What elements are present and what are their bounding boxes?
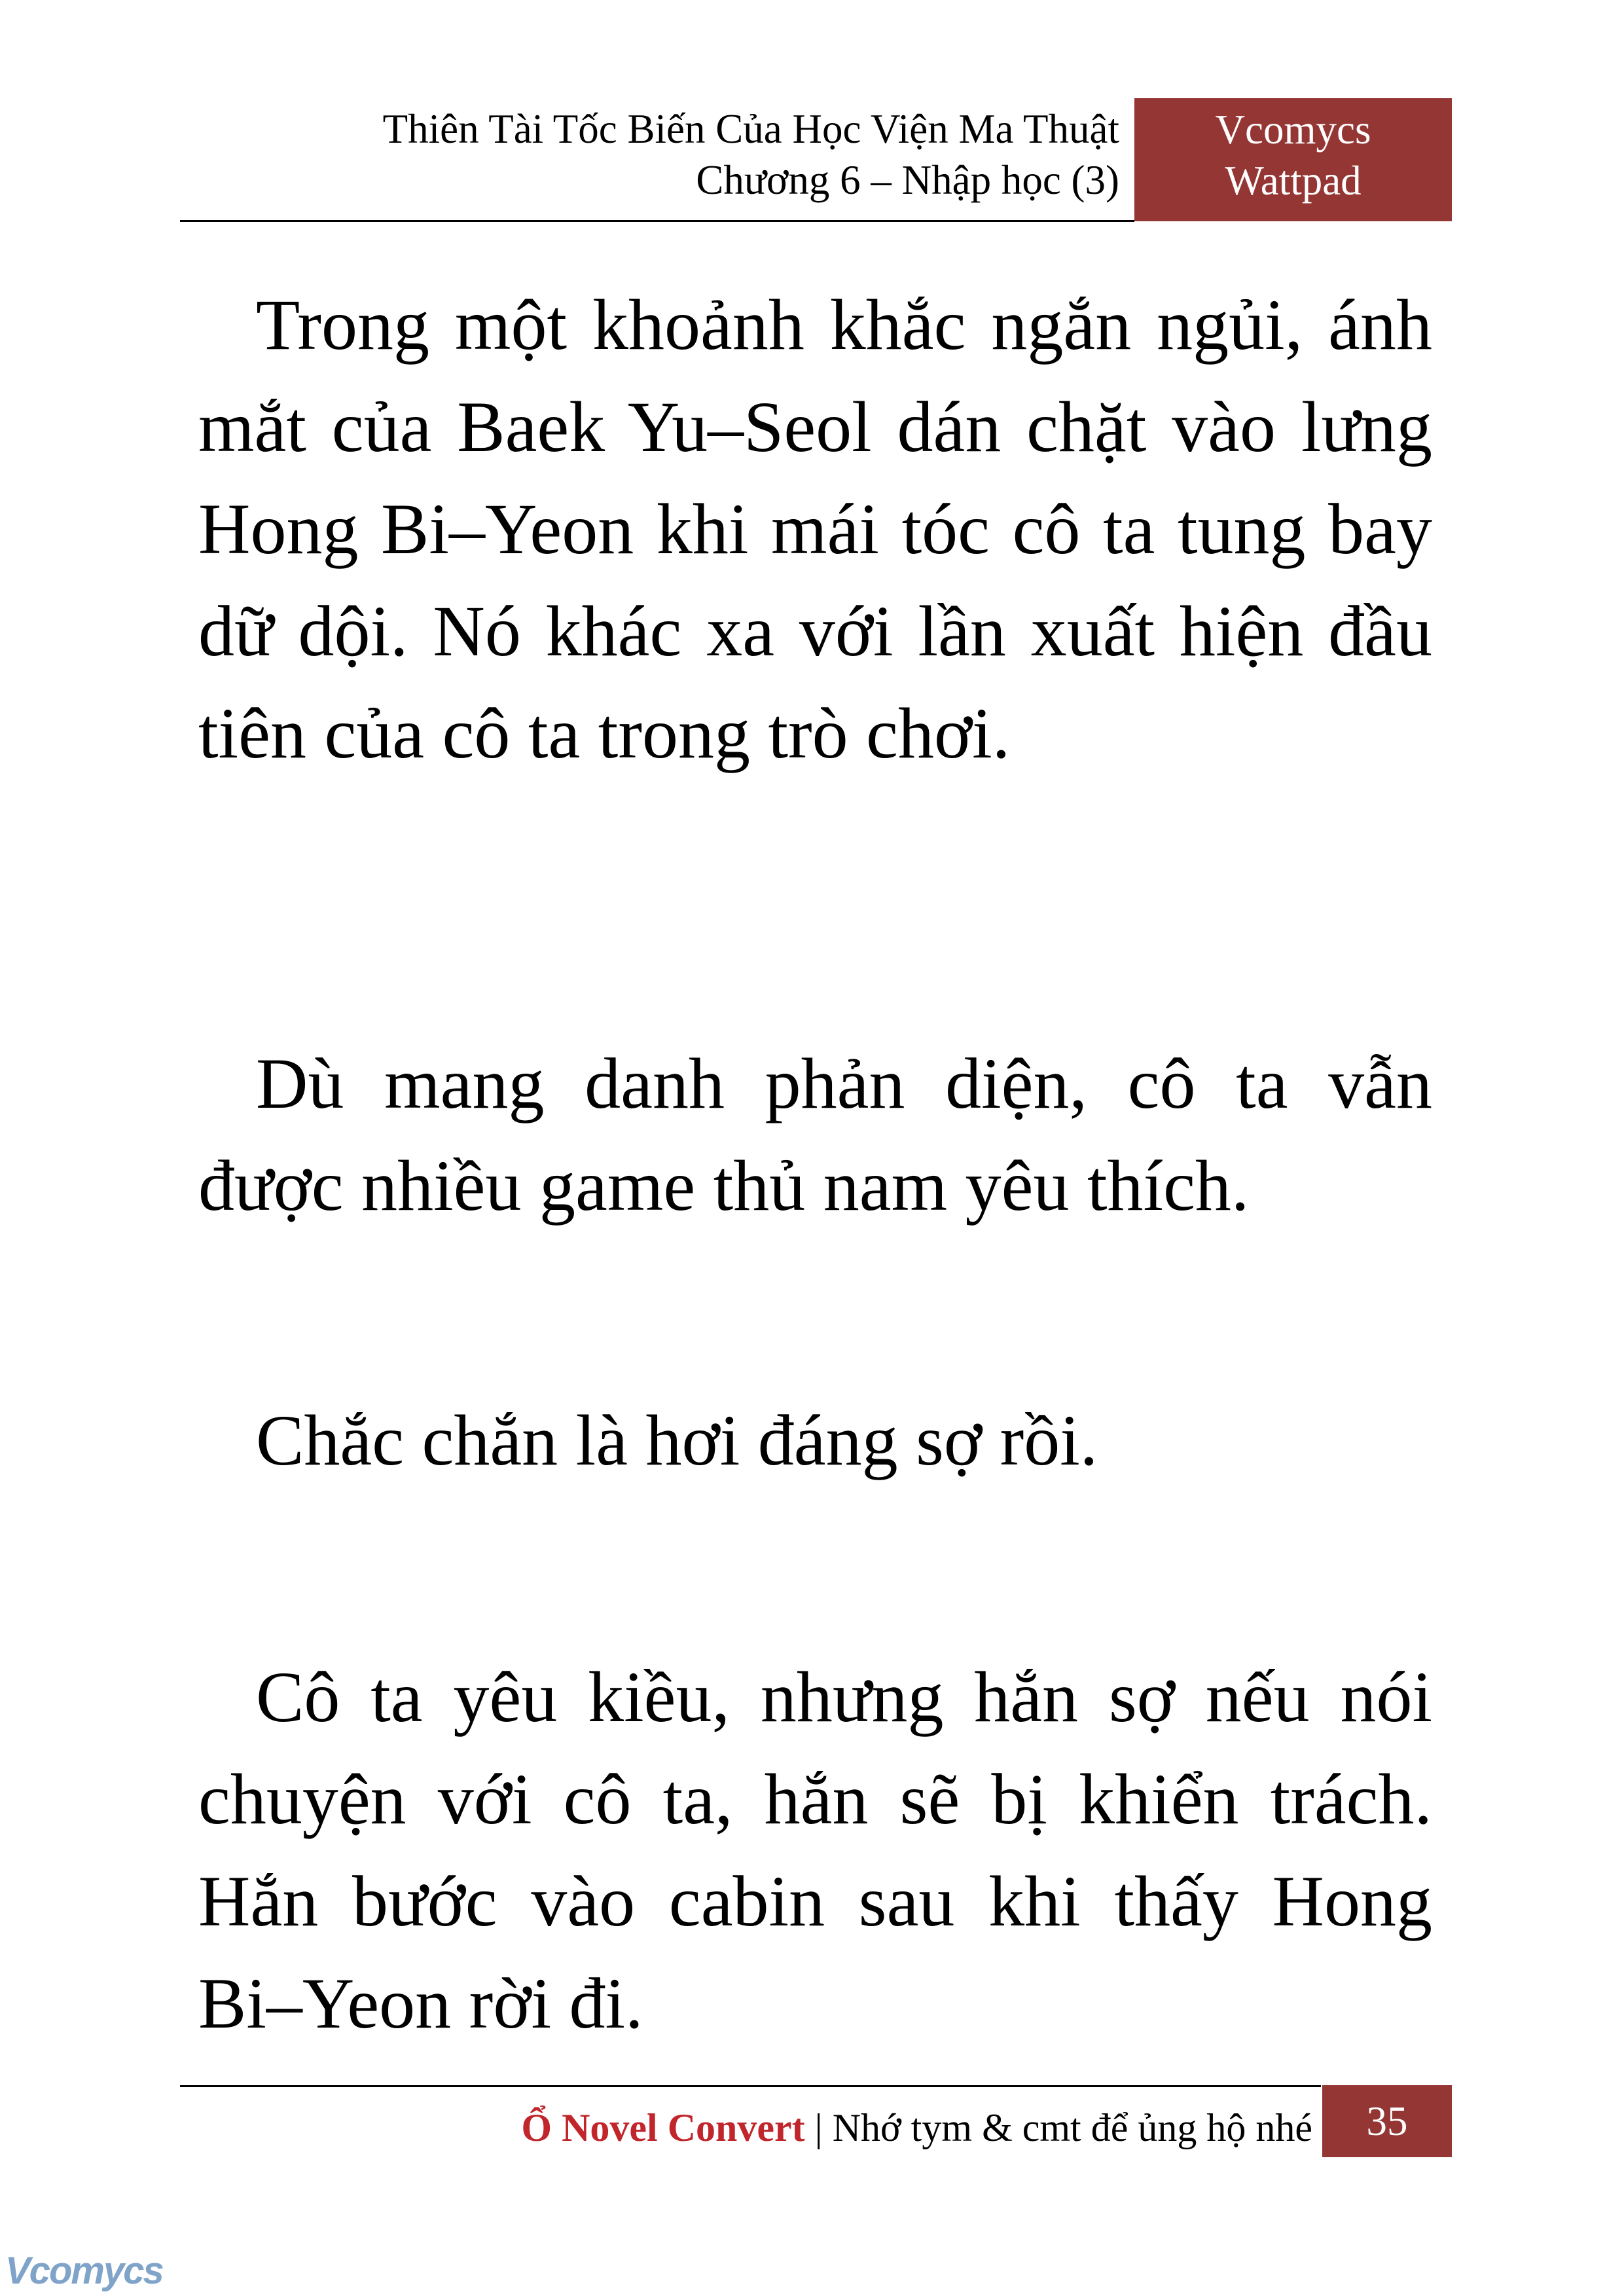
paragraph-4: Cô ta yêu kiều, nhưng hắn sợ nếu nói chuyện với cô ta, hắn sẽ bị khiển trách. Hắn bước vào cabin sau khi thấy Hong Bi–Yeon rời đi.: [198, 1657, 1432, 2043]
source-badge-line1: Vcomycs: [1215, 107, 1371, 153]
page-number: 35: [1322, 2085, 1452, 2157]
source-badge-line2: Wattpad: [1225, 158, 1362, 204]
book-title: Thiên Tài Tốc Biến Của Học Viện Ma Thuật: [382, 106, 1119, 152]
footer-brand: Ổ Novel Convert: [521, 2106, 805, 2149]
page-footer: [275, 2102, 1312, 2154]
footer-divider: [180, 2085, 1321, 2087]
paragraph-2: Dù mang danh phản diện, cô ta vẫn được nhiều game thủ nam yêu thích.: [198, 1044, 1432, 1226]
chapter-title: Chương 6 – Nhập học (3): [696, 157, 1119, 203]
header-divider: [180, 220, 1134, 222]
footer-separator: |: [804, 2106, 833, 2149]
watermark-logo: Vcomycs: [5, 2250, 163, 2292]
source-badge: [1134, 98, 1452, 221]
paragraph-3: Chắc chắn là hơi đáng sợ rồi.: [256, 1400, 1098, 1480]
page-header: [275, 103, 1119, 206]
paragraph-1: Trong một khoảnh khắc ngắn ngủi, ánh mắt của Baek Yu–Seol dán chặt vào lưng Hong Bi–Yeon khi mái tóc cô ta tung bay dữ dội. Nó khác xa với lần xuất hiện đầu tiên của cô ta trong trò chơi.: [198, 285, 1432, 773]
footer-message: Nhớ tym & cmt để ủng hộ nhé: [832, 2106, 1312, 2149]
